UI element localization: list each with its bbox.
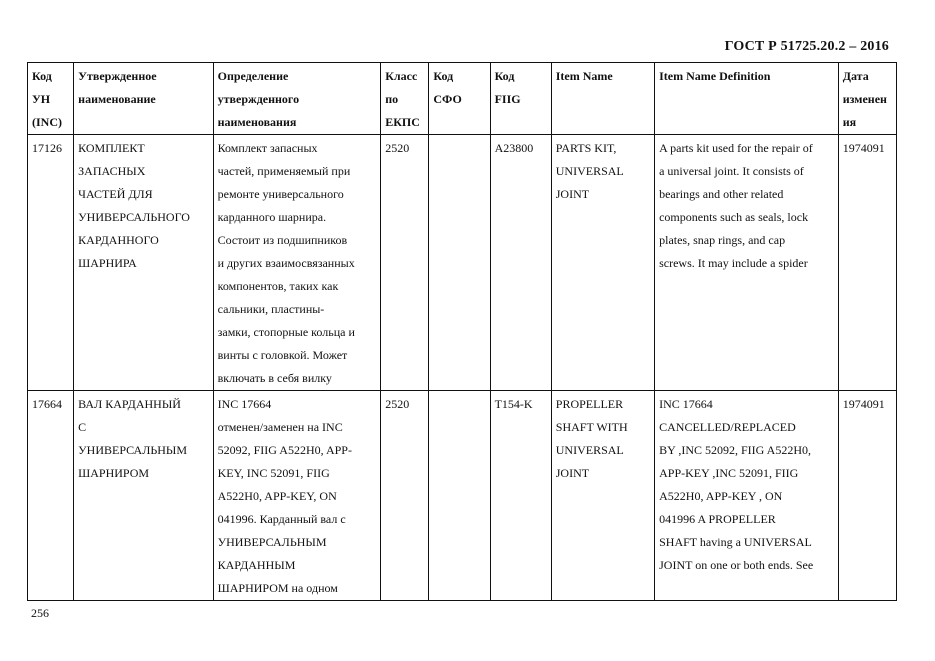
cell-line: 17126: [32, 141, 62, 155]
cell-sfo-code: [429, 391, 490, 601]
cell-line: отменен/заменен на INC: [217, 420, 343, 434]
cell-fiig-code: [490, 391, 551, 601]
cell-line: сальники, пластины-: [217, 302, 325, 316]
cell-line: BY ,INC 52092, FIIG A522H0,: [659, 443, 812, 457]
cell-line: components such as seals, lock: [659, 210, 809, 224]
cell-line: screws. It may include a spider: [659, 256, 808, 270]
cell-line: A522H0, APP-KEY, ON: [217, 489, 337, 503]
cell-line: KEY, INC 52091, FIIG: [217, 466, 330, 480]
cell-line: Дата: [842, 69, 869, 83]
cell-line: CANCELLED/REPLACED: [659, 420, 796, 434]
cell-line: утвержденного: [217, 92, 300, 106]
cell-line: bearings and other related: [659, 187, 784, 201]
cell-line: ия: [842, 115, 857, 129]
cell-item-name-definition: [655, 391, 839, 601]
cell-line: ЗАПАСНЫХ: [78, 164, 146, 178]
cell-line: 17664: [32, 397, 62, 411]
cell-line: частей, применяемый при: [217, 164, 351, 178]
cell-inc: [28, 135, 74, 391]
cell-sfo-code: [429, 135, 490, 391]
cell-line: ШАРНИРОМ: [78, 466, 150, 480]
cell-line: SHAFT having a UNIVERSAL: [659, 535, 812, 549]
cell-line: замки, стопорные кольца и: [217, 325, 355, 339]
column-header-sfo-code: [429, 63, 490, 135]
cell-line: С: [78, 420, 87, 434]
column-header-fiig-code: [490, 63, 551, 135]
cell-line: JOINT on one or both ends. See: [659, 558, 814, 572]
cell-line: и других взаимосвязанных: [217, 256, 355, 270]
cell-line: включать в себя вилку: [217, 371, 332, 385]
cell-line: A522H0, APP-KEY , ON: [659, 489, 783, 503]
column-header-approved-name: [74, 63, 213, 135]
column-header-ekps-class: [381, 63, 429, 135]
cell-ekps-class: [381, 135, 429, 391]
cell-line: 2520: [385, 141, 410, 155]
cell-line: 041996. Карданный вал с: [217, 512, 346, 526]
cell-line: PARTS KIT,: [555, 141, 617, 155]
cell-line: Код: [32, 69, 52, 83]
cell-line: ЧАСТЕЙ ДЛЯ: [78, 187, 153, 201]
page-number: 256: [31, 606, 49, 620]
cell-line: 1974091: [842, 141, 885, 155]
cell-line: 041996 A PROPELLER: [659, 512, 776, 526]
cell-line: винты с головкой. Может: [217, 348, 348, 362]
cell-line: PROPELLER: [555, 397, 624, 411]
cell-line: СФО: [433, 92, 462, 106]
cell-line: наименования: [217, 115, 297, 129]
cell-line: T154-K: [494, 397, 533, 411]
cell-line: КОМПЛЕКТ: [78, 141, 145, 155]
cell-line: ремонте универсального: [217, 187, 344, 201]
cell-ekps-class: [381, 391, 429, 601]
cell-line: 52092, FIIG A522H0, APP-: [217, 443, 352, 457]
cell-line: (INC): [32, 115, 62, 129]
cell-change-date: [838, 391, 896, 601]
cell-line: Item Name Definition: [659, 69, 771, 83]
cell-line: по: [385, 92, 399, 106]
cell-line: УНИВЕРСАЛЬНЫМ: [78, 443, 188, 457]
cell-change-date: [838, 135, 896, 391]
table-header-row: [28, 63, 897, 135]
column-header-definition: [213, 63, 381, 135]
cell-line: ЕКПС: [385, 115, 420, 129]
cell-item-name-definition: [655, 135, 839, 391]
cell-item-name: [551, 391, 654, 601]
cell-line: A parts kit used for the repair of: [659, 141, 813, 155]
cell-inc: [28, 391, 74, 601]
cell-line: plates, snap rings, and cap: [659, 233, 786, 247]
cell-line: УН: [32, 92, 51, 106]
cell-line: ШАРНИРА: [78, 256, 137, 270]
cell-line: FIIG: [494, 92, 521, 106]
cell-fiig-code: [490, 135, 551, 391]
cell-line: КАРДАННЫМ: [217, 558, 296, 572]
cell-line: ВАЛ КАРДАННЫЙ: [78, 397, 181, 411]
cell-line: INC 17664: [659, 397, 713, 411]
cell-line: JOINT: [555, 187, 590, 201]
cell-line: Определение: [217, 69, 289, 83]
cell-item-name: [551, 135, 654, 391]
cell-line: INC 17664: [217, 397, 272, 411]
column-header-change-date: [838, 63, 896, 135]
column-header-item-name: [551, 63, 654, 135]
table-body: [28, 135, 897, 601]
cell-definition: [213, 391, 381, 601]
cell-line: УНИВЕРСАЛЬНОГО: [78, 210, 190, 224]
cell-line: карданного шарнира.: [217, 210, 327, 224]
cell-line: UNIVERSAL: [555, 443, 624, 457]
cell-line: ШАРНИРОМ на одном: [217, 581, 338, 595]
cell-line: КАРДАННОГО: [78, 233, 159, 247]
cell-line: APP-KEY ,INC 52091, FIIG: [659, 466, 799, 480]
column-header-item-name-definition: [655, 63, 839, 135]
cell-line: SHAFT WITH: [555, 420, 628, 434]
cell-line: Состоит из подшипников: [217, 233, 348, 247]
cell-line: Класс: [385, 69, 418, 83]
cell-line: Код: [494, 69, 515, 83]
document-code: ГОСТ Р 51725.20.2 – 2016: [724, 39, 889, 54]
table-row: [28, 391, 897, 601]
cell-line: изменен: [842, 92, 887, 106]
cell-line: UNIVERSAL: [555, 164, 624, 178]
cell-line: УНИВЕРСАЛЬНЫМ: [217, 535, 327, 549]
cell-line: 2520: [385, 397, 410, 411]
cell-approved-name: [74, 135, 213, 391]
cell-line: A23800: [494, 141, 534, 155]
cell-line: компонентов, таких как: [217, 279, 339, 293]
cell-line: JOINT: [555, 466, 590, 480]
cell-line: Item Name: [555, 69, 613, 83]
table-row: [28, 135, 897, 391]
column-header-inc: [28, 63, 74, 135]
cell-definition: [213, 135, 381, 391]
cell-line: наименование: [78, 92, 156, 106]
cell-line: Утвержденное: [78, 69, 157, 83]
cell-line: a universal joint. It consists of: [659, 164, 804, 178]
cell-approved-name: [74, 391, 213, 601]
cell-line: Комплект запасных: [217, 141, 318, 155]
cell-line: Код: [433, 69, 454, 83]
inc-table: [27, 62, 897, 601]
cell-line: 1974091: [842, 397, 885, 411]
